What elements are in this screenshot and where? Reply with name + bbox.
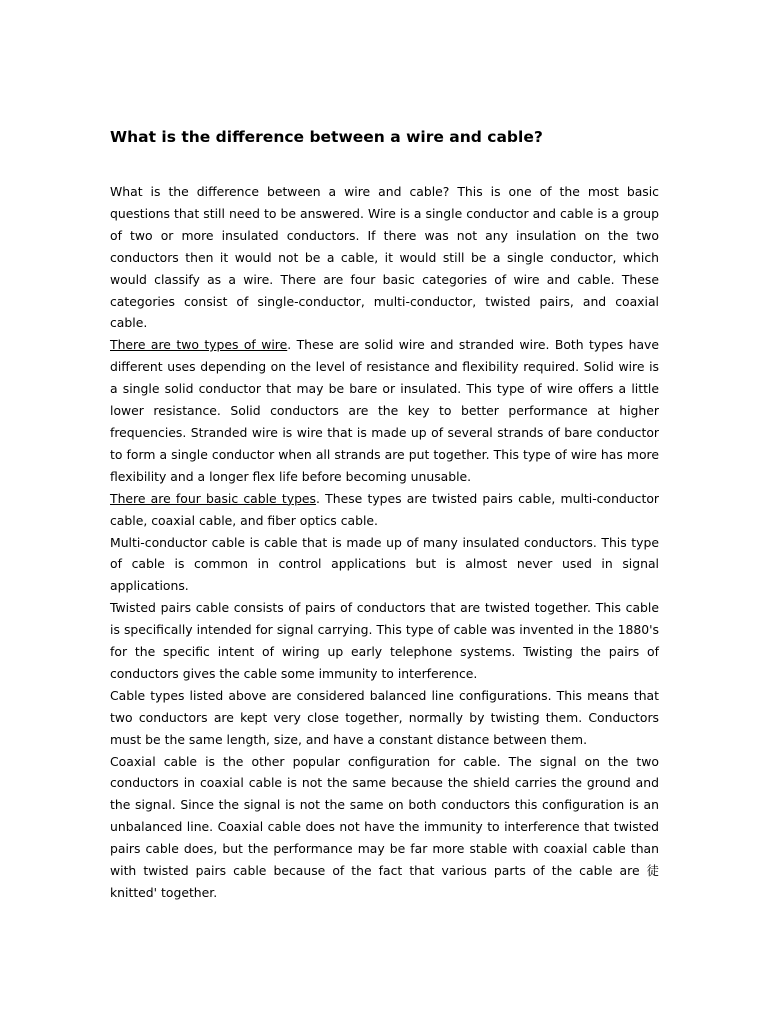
intro-paragraph: What is the difference between a wire and cable? This is one of the most basic questions that still need to be answered. Wire is a single conductor and cable is a group of two or more insulated conductors. If there was not any insulation on the two conductors then it would not be a cable, it would still be a single conductor, which would classify as a wire. There are four basic categories of wire and cable. These categories consist of single-conductor, multi-conductor, twisted pairs, and coaxial cable.	[110, 184, 659, 331]
balanced-line-paragraph: Cable types listed above are considered balanced line configurations. This means that two conductors are kept very close together, normally by twisting them. Conductors must be the same length, size, and have a constant distance between them.	[110, 687, 659, 747]
page-title: What is the difference between a wire and cable?	[110, 128, 543, 146]
cable-types-link[interactable]: There are four basic cable types	[110, 490, 317, 506]
cable-types-text: . These types are twisted pairs cable, multi-conductor cable, coaxial cable, and fiber optics cable.	[110, 490, 659, 528]
twisted-pairs-paragraph: Twisted pairs cable consists of pairs of conductors that are twisted together. This cable is specifically intended for signal carrying. This type of cable was invented in the 1880's for the specific intent of wiring up early telephone systems. Twisting the pairs of conductors gives the cable some immunity to interference.	[110, 600, 659, 681]
coaxial-paragraph: Coaxial cable is the other popular configuration for cable. The signal on the two conductors in coaxial cable is not the same because the shield carries the ground and the signal. Since the signal is not the same on both conductors this configuration is an unbalanced line. Coaxial cable does not have the immunity to interference that twisted pairs cable does, but the performance may be far more stable with coaxial cable than with twisted pairs cable because of the fact that various parts of the cable are 徒knitted' together.	[110, 753, 659, 900]
cable-types-paragraph	[110, 488, 659, 532]
multi-conductor-paragraph: Multi-conductor cable is cable that is made up of many insulated conductors. This type of cable is common in control applications but is almost never used in signal applications.	[110, 534, 659, 594]
document-body	[110, 181, 659, 904]
wire-types-paragraph	[110, 334, 659, 487]
wire-types-text: . These are solid wire and stranded wire. Both types have different uses depending on the level of resistance and flexibility required. Solid wire is a single solid conductor that may be bare or insulated. This type of wire offers a little lower resistance. Solid conductors are the key to better performance at higher frequencies. Stranded wire is wire that is made up of several strands of bare conductor to form a single conductor when all strands are put together. This type of wire has more flexibility and a longer flex life before becoming unusable.	[110, 337, 659, 484]
wire-types-link[interactable]: There are two types of wire	[110, 337, 288, 353]
